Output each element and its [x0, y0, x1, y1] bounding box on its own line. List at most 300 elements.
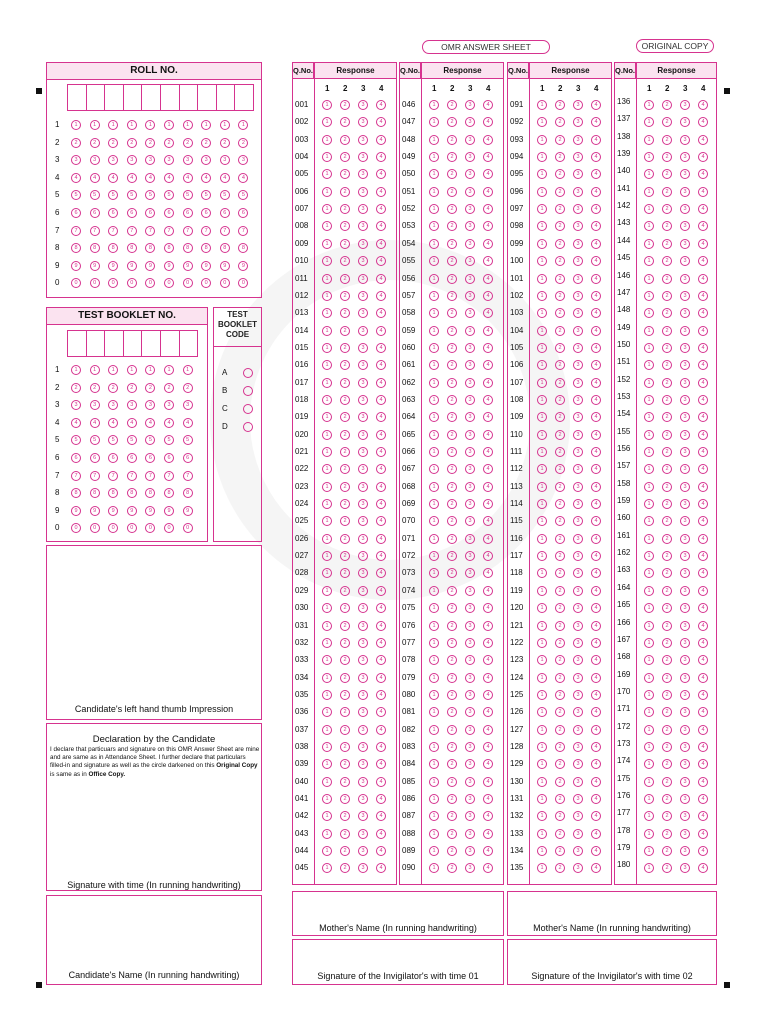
answer-bubble[interactable]: 3: [680, 534, 690, 544]
answer-bubble[interactable]: 4: [483, 395, 493, 405]
answer-bubble[interactable]: 2: [555, 100, 565, 110]
answer-bubble[interactable]: 1: [322, 794, 332, 804]
answer-bubble[interactable]: 4: [591, 308, 601, 318]
answer-bubble[interactable]: 4: [698, 655, 708, 665]
answer-bubble[interactable]: 1: [322, 516, 332, 526]
answer-bubble[interactable]: 4: [483, 117, 493, 127]
answer-bubble[interactable]: 2: [340, 430, 350, 440]
roll-bubble[interactable]: 6: [201, 208, 211, 218]
answer-bubble[interactable]: 4: [591, 256, 601, 266]
answer-bubble[interactable]: 2: [447, 308, 457, 318]
answer-bubble[interactable]: 4: [698, 621, 708, 631]
answer-bubble[interactable]: 4: [376, 447, 386, 457]
answer-bubble[interactable]: 2: [555, 829, 565, 839]
roll-bubble[interactable]: 9: [183, 261, 193, 271]
answer-bubble[interactable]: 1: [537, 239, 547, 249]
answer-bubble[interactable]: 1: [429, 811, 439, 821]
roll-bubble[interactable]: 5: [127, 190, 137, 200]
answer-bubble[interactable]: 3: [573, 274, 583, 284]
answer-bubble[interactable]: 1: [429, 638, 439, 648]
answer-bubble[interactable]: 2: [555, 291, 565, 301]
answer-bubble[interactable]: 4: [698, 412, 708, 422]
answer-bubble[interactable]: 1: [322, 204, 332, 214]
answer-bubble[interactable]: 4: [698, 239, 708, 249]
answer-bubble[interactable]: 2: [447, 603, 457, 613]
answer-bubble[interactable]: 4: [591, 378, 601, 388]
answer-bubble[interactable]: 2: [662, 482, 672, 492]
booklet-bubble[interactable]: 5: [127, 435, 137, 445]
answer-bubble[interactable]: 4: [483, 135, 493, 145]
answer-bubble[interactable]: 2: [662, 187, 672, 197]
answer-bubble[interactable]: 4: [483, 707, 493, 717]
booklet-code-bubble[interactable]: [243, 386, 253, 396]
answer-bubble[interactable]: 3: [680, 621, 690, 631]
booklet-bubble[interactable]: 4: [127, 418, 137, 428]
answer-bubble[interactable]: 3: [680, 169, 690, 179]
answer-bubble[interactable]: 2: [662, 516, 672, 526]
answer-bubble[interactable]: 1: [322, 117, 332, 127]
answer-bubble[interactable]: 2: [662, 343, 672, 353]
answer-bubble[interactable]: 1: [644, 568, 654, 578]
answer-bubble[interactable]: 3: [573, 534, 583, 544]
answer-bubble[interactable]: 2: [340, 204, 350, 214]
answer-bubble[interactable]: 2: [662, 256, 672, 266]
answer-bubble[interactable]: 3: [358, 551, 368, 561]
answer-bubble[interactable]: 1: [537, 274, 547, 284]
answer-bubble[interactable]: 4: [483, 482, 493, 492]
answer-bubble[interactable]: 2: [555, 274, 565, 284]
roll-bubble[interactable]: 9: [145, 261, 155, 271]
answer-bubble[interactable]: 1: [429, 135, 439, 145]
answer-bubble[interactable]: 4: [376, 829, 386, 839]
answer-bubble[interactable]: 1: [537, 568, 547, 578]
roll-bubble[interactable]: 7: [127, 226, 137, 236]
roll-bubble[interactable]: 4: [71, 173, 81, 183]
answer-bubble[interactable]: 4: [698, 274, 708, 284]
answer-bubble[interactable]: 3: [465, 811, 475, 821]
answer-bubble[interactable]: 3: [465, 326, 475, 336]
answer-bubble[interactable]: 2: [662, 794, 672, 804]
answer-bubble[interactable]: 3: [680, 274, 690, 284]
answer-bubble[interactable]: 4: [483, 256, 493, 266]
answer-bubble[interactable]: 4: [591, 516, 601, 526]
answer-bubble[interactable]: 3: [573, 499, 583, 509]
booklet-bubble[interactable]: 4: [108, 418, 118, 428]
answer-bubble[interactable]: 2: [555, 447, 565, 457]
booklet-bubble[interactable]: 9: [145, 506, 155, 516]
answer-bubble[interactable]: 1: [644, 152, 654, 162]
answer-bubble[interactable]: 3: [573, 551, 583, 561]
answer-bubble[interactable]: 1: [537, 378, 547, 388]
answer-bubble[interactable]: 3: [573, 204, 583, 214]
roll-bubble[interactable]: 5: [183, 190, 193, 200]
answer-bubble[interactable]: 1: [322, 846, 332, 856]
roll-bubble[interactable]: 7: [90, 226, 100, 236]
roll-bubble[interactable]: 8: [127, 243, 137, 253]
answer-bubble[interactable]: 2: [447, 464, 457, 474]
answer-bubble[interactable]: 2: [662, 603, 672, 613]
booklet-bubble[interactable]: 8: [71, 488, 81, 498]
answer-bubble[interactable]: 3: [358, 221, 368, 231]
answer-bubble[interactable]: 1: [322, 100, 332, 110]
answer-bubble[interactable]: 4: [698, 360, 708, 370]
roll-digit-box[interactable]: [197, 84, 217, 111]
answer-bubble[interactable]: 3: [465, 759, 475, 769]
answer-bubble[interactable]: 3: [573, 100, 583, 110]
booklet-bubble[interactable]: 9: [108, 506, 118, 516]
answer-bubble[interactable]: 3: [680, 777, 690, 787]
answer-bubble[interactable]: 2: [447, 794, 457, 804]
answer-bubble[interactable]: 2: [662, 135, 672, 145]
answer-bubble[interactable]: 3: [465, 690, 475, 700]
answer-bubble[interactable]: 2: [447, 395, 457, 405]
answer-bubble[interactable]: 3: [573, 725, 583, 735]
answer-bubble[interactable]: 3: [465, 343, 475, 353]
answer-bubble[interactable]: 3: [358, 759, 368, 769]
answer-bubble[interactable]: 4: [698, 725, 708, 735]
answer-bubble[interactable]: 1: [322, 135, 332, 145]
answer-bubble[interactable]: 1: [537, 638, 547, 648]
answer-bubble[interactable]: 3: [465, 152, 475, 162]
answer-bubble[interactable]: 4: [483, 725, 493, 735]
roll-bubble[interactable]: 6: [90, 208, 100, 218]
booklet-bubble[interactable]: 3: [108, 400, 118, 410]
answer-bubble[interactable]: 1: [429, 742, 439, 752]
booklet-bubble[interactable]: 1: [164, 365, 174, 375]
answer-bubble[interactable]: 2: [340, 707, 350, 717]
answer-bubble[interactable]: 3: [465, 777, 475, 787]
answer-bubble[interactable]: 1: [644, 516, 654, 526]
answer-bubble[interactable]: 1: [429, 759, 439, 769]
answer-bubble[interactable]: 3: [465, 274, 475, 284]
answer-bubble[interactable]: 1: [537, 169, 547, 179]
answer-bubble[interactable]: 3: [573, 117, 583, 127]
answer-bubble[interactable]: 1: [644, 274, 654, 284]
answer-bubble[interactable]: 3: [573, 221, 583, 231]
answer-bubble[interactable]: 3: [358, 516, 368, 526]
answer-bubble[interactable]: 2: [340, 378, 350, 388]
answer-bubble[interactable]: 3: [465, 221, 475, 231]
answer-bubble[interactable]: 1: [322, 169, 332, 179]
roll-digit-box[interactable]: [104, 84, 124, 111]
answer-bubble[interactable]: 4: [591, 742, 601, 752]
answer-bubble[interactable]: 4: [376, 725, 386, 735]
answer-bubble[interactable]: 2: [447, 256, 457, 266]
answer-bubble[interactable]: 1: [644, 725, 654, 735]
answer-bubble[interactable]: 3: [358, 621, 368, 631]
answer-bubble[interactable]: 3: [680, 360, 690, 370]
answer-bubble[interactable]: 1: [322, 759, 332, 769]
answer-bubble[interactable]: 4: [591, 863, 601, 873]
booklet-bubble[interactable]: 5: [108, 435, 118, 445]
answer-bubble[interactable]: 2: [662, 655, 672, 665]
answer-bubble[interactable]: 3: [680, 187, 690, 197]
answer-bubble[interactable]: 1: [322, 621, 332, 631]
answer-bubble[interactable]: 1: [537, 395, 547, 405]
roll-bubble[interactable]: 8: [183, 243, 193, 253]
booklet-bubble[interactable]: 5: [164, 435, 174, 445]
answer-bubble[interactable]: 3: [680, 759, 690, 769]
answer-bubble[interactable]: 3: [573, 759, 583, 769]
answer-bubble[interactable]: 2: [447, 516, 457, 526]
booklet-bubble[interactable]: 1: [183, 365, 193, 375]
answer-bubble[interactable]: 2: [447, 326, 457, 336]
answer-bubble[interactable]: 2: [340, 464, 350, 474]
answer-bubble[interactable]: 4: [591, 534, 601, 544]
answer-bubble[interactable]: 1: [429, 308, 439, 318]
answer-bubble[interactable]: 1: [644, 829, 654, 839]
roll-bubble[interactable]: 1: [164, 120, 174, 130]
answer-bubble[interactable]: 4: [591, 291, 601, 301]
answer-bubble[interactable]: 2: [662, 534, 672, 544]
roll-bubble[interactable]: 3: [164, 155, 174, 165]
answer-bubble[interactable]: 3: [573, 239, 583, 249]
answer-bubble[interactable]: 1: [644, 534, 654, 544]
answer-bubble[interactable]: 3: [358, 863, 368, 873]
answer-bubble[interactable]: 3: [358, 794, 368, 804]
booklet-bubble[interactable]: 0: [108, 523, 118, 533]
answer-bubble[interactable]: 1: [322, 274, 332, 284]
booklet-digit-box[interactable]: [141, 330, 161, 357]
roll-bubble[interactable]: 6: [127, 208, 137, 218]
answer-bubble[interactable]: 3: [680, 343, 690, 353]
answer-bubble[interactable]: 1: [537, 343, 547, 353]
answer-bubble[interactable]: 1: [537, 551, 547, 561]
answer-bubble[interactable]: 2: [447, 360, 457, 370]
answer-bubble[interactable]: 3: [573, 482, 583, 492]
answer-bubble[interactable]: 1: [644, 100, 654, 110]
answer-bubble[interactable]: 1: [429, 360, 439, 370]
answer-bubble[interactable]: 4: [591, 725, 601, 735]
answer-bubble[interactable]: 4: [483, 742, 493, 752]
answer-bubble[interactable]: 3: [573, 829, 583, 839]
answer-bubble[interactable]: 2: [447, 725, 457, 735]
answer-bubble[interactable]: 4: [376, 499, 386, 509]
answer-bubble[interactable]: 4: [698, 378, 708, 388]
answer-bubble[interactable]: 3: [465, 100, 475, 110]
booklet-bubble[interactable]: 1: [127, 365, 137, 375]
roll-bubble[interactable]: 1: [183, 120, 193, 130]
answer-bubble[interactable]: 3: [358, 725, 368, 735]
answer-bubble[interactable]: 3: [358, 603, 368, 613]
answer-bubble[interactable]: 3: [465, 239, 475, 249]
booklet-digit-box[interactable]: [160, 330, 180, 357]
answer-bubble[interactable]: 2: [340, 759, 350, 769]
answer-bubble[interactable]: 1: [429, 395, 439, 405]
answer-bubble[interactable]: 3: [465, 447, 475, 457]
booklet-bubble[interactable]: 9: [183, 506, 193, 516]
answer-bubble[interactable]: 4: [376, 638, 386, 648]
answer-bubble[interactable]: 4: [483, 360, 493, 370]
answer-bubble[interactable]: 1: [644, 378, 654, 388]
answer-bubble[interactable]: 3: [680, 586, 690, 596]
answer-bubble[interactable]: 4: [483, 412, 493, 422]
answer-bubble[interactable]: 1: [429, 378, 439, 388]
answer-bubble[interactable]: 1: [429, 464, 439, 474]
answer-bubble[interactable]: 2: [447, 117, 457, 127]
roll-bubble[interactable]: 2: [220, 138, 230, 148]
answer-bubble[interactable]: 2: [447, 690, 457, 700]
answer-bubble[interactable]: 2: [340, 725, 350, 735]
answer-bubble[interactable]: 1: [537, 794, 547, 804]
answer-bubble[interactable]: 1: [537, 742, 547, 752]
roll-bubble[interactable]: 1: [220, 120, 230, 130]
answer-bubble[interactable]: 3: [465, 725, 475, 735]
answer-bubble[interactable]: 2: [340, 777, 350, 787]
answer-bubble[interactable]: 1: [537, 707, 547, 717]
roll-digit-box[interactable]: [216, 84, 236, 111]
answer-bubble[interactable]: 2: [340, 638, 350, 648]
answer-bubble[interactable]: 3: [680, 430, 690, 440]
roll-bubble[interactable]: 3: [71, 155, 81, 165]
answer-bubble[interactable]: 1: [537, 412, 547, 422]
answer-bubble[interactable]: 4: [591, 100, 601, 110]
answer-bubble[interactable]: 4: [698, 308, 708, 318]
answer-bubble[interactable]: 2: [340, 360, 350, 370]
answer-bubble[interactable]: 3: [573, 863, 583, 873]
answer-bubble[interactable]: 2: [555, 551, 565, 561]
answer-bubble[interactable]: 3: [680, 256, 690, 266]
booklet-bubble[interactable]: 1: [145, 365, 155, 375]
answer-bubble[interactable]: 2: [662, 221, 672, 231]
answer-bubble[interactable]: 4: [591, 135, 601, 145]
answer-bubble[interactable]: 4: [483, 516, 493, 526]
answer-bubble[interactable]: 2: [662, 239, 672, 249]
answer-bubble[interactable]: 2: [662, 707, 672, 717]
answer-bubble[interactable]: 2: [555, 256, 565, 266]
answer-bubble[interactable]: 4: [591, 811, 601, 821]
answer-bubble[interactable]: 4: [698, 846, 708, 856]
answer-bubble[interactable]: 4: [376, 239, 386, 249]
roll-bubble[interactable]: 0: [183, 278, 193, 288]
answer-bubble[interactable]: 1: [644, 655, 654, 665]
roll-bubble[interactable]: 9: [220, 261, 230, 271]
answer-bubble[interactable]: 4: [483, 326, 493, 336]
answer-bubble[interactable]: 1: [322, 673, 332, 683]
roll-bubble[interactable]: 7: [183, 226, 193, 236]
answer-bubble[interactable]: 4: [591, 430, 601, 440]
answer-bubble[interactable]: 3: [573, 326, 583, 336]
roll-bubble[interactable]: 2: [90, 138, 100, 148]
answer-bubble[interactable]: 1: [644, 673, 654, 683]
answer-bubble[interactable]: 4: [376, 707, 386, 717]
answer-bubble[interactable]: 1: [322, 863, 332, 873]
answer-bubble[interactable]: 4: [483, 430, 493, 440]
answer-bubble[interactable]: 1: [429, 152, 439, 162]
answer-bubble[interactable]: 2: [340, 499, 350, 509]
booklet-bubble[interactable]: 6: [145, 453, 155, 463]
answer-bubble[interactable]: 2: [447, 239, 457, 249]
answer-bubble[interactable]: 2: [340, 534, 350, 544]
answer-bubble[interactable]: 3: [680, 378, 690, 388]
answer-bubble[interactable]: 3: [680, 673, 690, 683]
answer-bubble[interactable]: 2: [447, 169, 457, 179]
roll-bubble[interactable]: 5: [238, 190, 248, 200]
answer-bubble[interactable]: 2: [555, 777, 565, 787]
answer-bubble[interactable]: 2: [447, 447, 457, 457]
answer-bubble[interactable]: 1: [322, 551, 332, 561]
answer-bubble[interactable]: 1: [429, 187, 439, 197]
answer-bubble[interactable]: 4: [376, 603, 386, 613]
answer-bubble[interactable]: 2: [662, 395, 672, 405]
answer-bubble[interactable]: 3: [358, 638, 368, 648]
answer-bubble[interactable]: 1: [429, 551, 439, 561]
answer-bubble[interactable]: 4: [483, 464, 493, 474]
answer-bubble[interactable]: 1: [429, 291, 439, 301]
answer-bubble[interactable]: 4: [698, 690, 708, 700]
answer-bubble[interactable]: 1: [322, 360, 332, 370]
answer-bubble[interactable]: 4: [376, 568, 386, 578]
booklet-bubble[interactable]: 0: [127, 523, 137, 533]
answer-bubble[interactable]: 1: [644, 482, 654, 492]
answer-bubble[interactable]: 4: [698, 291, 708, 301]
answer-bubble[interactable]: 2: [555, 794, 565, 804]
answer-bubble[interactable]: 1: [644, 187, 654, 197]
answer-bubble[interactable]: 4: [376, 221, 386, 231]
answer-bubble[interactable]: 4: [591, 759, 601, 769]
answer-bubble[interactable]: 2: [662, 169, 672, 179]
answer-bubble[interactable]: 2: [662, 551, 672, 561]
answer-bubble[interactable]: 2: [662, 430, 672, 440]
answer-bubble[interactable]: 2: [340, 690, 350, 700]
answer-bubble[interactable]: 2: [340, 343, 350, 353]
answer-bubble[interactable]: 4: [591, 777, 601, 787]
roll-bubble[interactable]: 4: [220, 173, 230, 183]
booklet-bubble[interactable]: 6: [183, 453, 193, 463]
answer-bubble[interactable]: 2: [555, 482, 565, 492]
answer-bubble[interactable]: 1: [537, 308, 547, 318]
answer-bubble[interactable]: 3: [465, 360, 475, 370]
answer-bubble[interactable]: 2: [447, 135, 457, 145]
answer-bubble[interactable]: 2: [555, 568, 565, 578]
answer-bubble[interactable]: 4: [591, 690, 601, 700]
answer-bubble[interactable]: 1: [429, 707, 439, 717]
answer-bubble[interactable]: 1: [322, 308, 332, 318]
answer-bubble[interactable]: 1: [537, 777, 547, 787]
answer-bubble[interactable]: 4: [591, 152, 601, 162]
answer-bubble[interactable]: 3: [573, 169, 583, 179]
answer-bubble[interactable]: 4: [483, 274, 493, 284]
answer-bubble[interactable]: 2: [662, 204, 672, 214]
answer-bubble[interactable]: 1: [429, 863, 439, 873]
answer-bubble[interactable]: 2: [340, 568, 350, 578]
answer-bubble[interactable]: 1: [322, 239, 332, 249]
answer-bubble[interactable]: 2: [340, 412, 350, 422]
answer-bubble[interactable]: 3: [358, 274, 368, 284]
booklet-digit-box[interactable]: [123, 330, 143, 357]
answer-bubble[interactable]: 1: [537, 482, 547, 492]
answer-bubble[interactable]: 1: [644, 256, 654, 266]
answer-bubble[interactable]: 2: [555, 169, 565, 179]
roll-bubble[interactable]: 4: [108, 173, 118, 183]
answer-bubble[interactable]: 1: [537, 187, 547, 197]
booklet-bubble[interactable]: 7: [164, 471, 174, 481]
answer-bubble[interactable]: 3: [465, 169, 475, 179]
roll-digit-box[interactable]: [179, 84, 199, 111]
roll-bubble[interactable]: 0: [71, 278, 81, 288]
answer-bubble[interactable]: 1: [537, 447, 547, 457]
answer-bubble[interactable]: 1: [322, 378, 332, 388]
roll-bubble[interactable]: 7: [145, 226, 155, 236]
roll-bubble[interactable]: 9: [238, 261, 248, 271]
answer-bubble[interactable]: 4: [376, 464, 386, 474]
answer-bubble[interactable]: 3: [573, 516, 583, 526]
answer-bubble[interactable]: 3: [465, 655, 475, 665]
booklet-bubble[interactable]: 4: [164, 418, 174, 428]
answer-bubble[interactable]: 4: [376, 586, 386, 596]
answer-bubble[interactable]: 3: [680, 690, 690, 700]
answer-bubble[interactable]: 2: [340, 742, 350, 752]
